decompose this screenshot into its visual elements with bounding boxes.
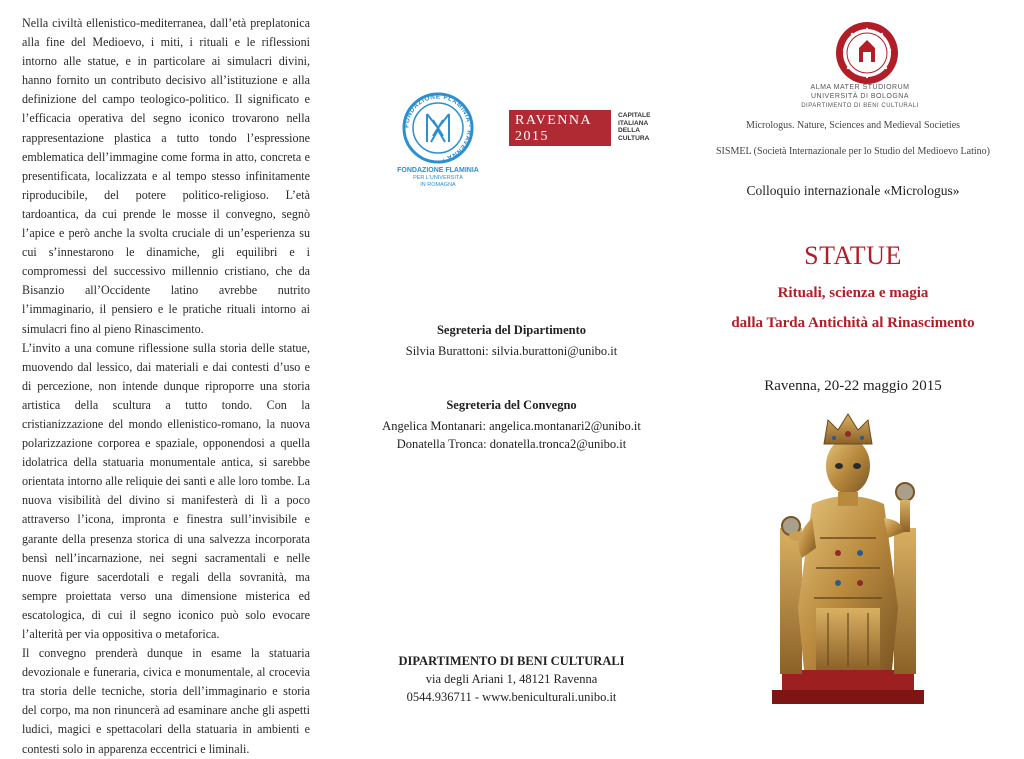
left-panel bbox=[0, 0, 341, 756]
flaminia-name: FONDAZIONE FLAMINIA bbox=[397, 167, 479, 174]
golden-statue-image bbox=[742, 408, 954, 708]
unibo-line-1: ALMA MATER STUDIORUM bbox=[810, 84, 910, 91]
ravenna-year: 2015 bbox=[515, 129, 549, 144]
university-seal-icon bbox=[834, 20, 900, 86]
main-title: STATUE bbox=[804, 241, 902, 270]
segreteria-conv-contact-2: Donatella Tronca: donatella.tronca2@unibo.it bbox=[396, 437, 627, 451]
flaminia-emblem-icon bbox=[393, 90, 483, 166]
segreteria-conv-contact-1: Angelica Montanari: angelica.montanari2@unibo.it bbox=[382, 419, 641, 433]
caption-line: CULTURA bbox=[618, 134, 650, 142]
caption-line: CAPITALE bbox=[618, 112, 651, 119]
ring-text: FONDAZIONE FLAMINIA · RAVENNA · bbox=[403, 93, 473, 163]
subtitle-line-1: Rituali, scienza e magia bbox=[777, 285, 929, 301]
intro-text bbox=[22, 14, 310, 759]
paragraph-2: L’invito a una comune riflessione sulla storia delle statue, muovendo dal lessico, dai materiali e dai contesti d’uso e di percezione, non intende dunque riproporre una storia artistica della scultura a tutto tondo. Con la cristianizzazione del mondo ellenistico-romano, la nuova polarizzazione corporea e spaziale, opponendosi a quella idolatrica della statuaria monumentale antica, si sarebbe orientata intorno alle reliquie dei santi e alle loro tombe. La nuova visibilità del divino si manifesterà di lì a poco attraverso l’icona, impronta e finestra sull’invisibile e garante della presenza storica di una salvezza incorporata bensì nell’incarnazione, nei segni sacramentali e nelle nuove figure sacerdotali e regali della sovranità, ma sempre proiettata verso una dimensione misterica ed escatologica, di cui il segno iconico può solo evocare l’alterità per via oppositiva o metaforica. bbox=[22, 340, 310, 641]
caption-line: DELLA bbox=[618, 127, 640, 135]
paragraph-1: Nella civiltà ellenistico-mediterranea, dall’età preplatonica alla fine del Medioevo, i miti, i rituali e le riflessioni intorno alle statue, e in particolare ai simulacri divini, hanno fornito un contributo decisivo all’istituzione e alla definizione del campo teologico-politico. Il significato e l’efficacia operativa del segno iconico trovarono nella rappresentazione plastica a tutto tondo l’espressione emblematica dell’immagine come forma in atto, concreta e presentificata, localizzata e al tempo stesso infinitamente riproducibile, del potere politico-religioso. L’età tardoantica, da cui prende le mosse il convegno, segnò l’apice e però anche la svolta cruciale di un’esperienza su cui s’innestarono le dinamiche, gli equilibri e i compromessi del successivo millennio cristiano, che da Bisanzio all’Occidente latino avrebbe nutrito l’immaginario, il pensiero e le pratiche rituali intorno ai simulacri fino al pieno Rinascimento. bbox=[22, 16, 310, 336]
right-panel bbox=[682, 0, 1024, 730]
segreteria-convegno bbox=[341, 396, 682, 453]
segreteria-dip-heading: Segreteria del Dipartimento bbox=[436, 323, 587, 337]
paragraph-3: Il convegno prenderà dunque in esame la statuaria devozionale e funeraria, civica e monumentale, al crocevia tra storia delle tecniche, storia dell’immaginario e storia del corpo, ma non rinuncerà ad esaminare anche gli aspetti ludici, magici e spettacolari della statuaria in ambienti e contesti solo in apparenza eccentrici e liminali. bbox=[22, 646, 310, 756]
flaminia-line3: IN ROMAGNA bbox=[420, 181, 456, 188]
dipartimento-heading: DIPARTIMENTO DI BENI CULTURALI bbox=[398, 654, 625, 668]
event-date: Ravenna, 20-22 maggio 2015 bbox=[764, 378, 942, 394]
colloquio-label: Colloquio internazionale «Micrologus» bbox=[746, 183, 960, 198]
university-name bbox=[780, 84, 940, 111]
caption-line: ITALIANA bbox=[618, 119, 649, 127]
ravenna-2015-logo bbox=[509, 110, 659, 146]
ravenna-word: RAVENNA bbox=[515, 113, 593, 128]
org-micrologus: Micrologus. Nature, Sciences and Medieval Societies bbox=[745, 120, 961, 131]
ravenna-box bbox=[509, 110, 611, 146]
fondazione-flaminia-logo bbox=[393, 90, 483, 190]
subtitle-line-2: dalla Tarda Antichità al Rinascimento bbox=[731, 315, 975, 331]
dipartimento-footer bbox=[341, 652, 682, 706]
org-sismel: SISMEL (Società Internazionale per lo Studio del Medioevo Latino) bbox=[715, 146, 990, 157]
flaminia-line2: PER L’UNIVERSITÀ bbox=[413, 175, 463, 181]
dipartimento-address: via degli Ariani 1, 48121 Ravenna bbox=[425, 672, 598, 686]
unibo-line-2: UNIVERSITÀ DI BOLOGNA bbox=[810, 92, 910, 100]
dipartimento-phone-web: 0544.936711 - www.beniculturali.unibo.it bbox=[406, 690, 617, 704]
segreteria-dip-contact: Silvia Burattoni: silvia.burattoni@unibo.it bbox=[405, 344, 618, 358]
ravenna-caption bbox=[618, 112, 650, 142]
segreteria-conv-heading: Segreteria del Convegno bbox=[446, 398, 577, 412]
unibo-department: DIPARTIMENTO DI BENI CULTURALI bbox=[801, 103, 919, 109]
middle-panel bbox=[341, 0, 682, 730]
segreteria-dipartimento bbox=[341, 321, 682, 360]
